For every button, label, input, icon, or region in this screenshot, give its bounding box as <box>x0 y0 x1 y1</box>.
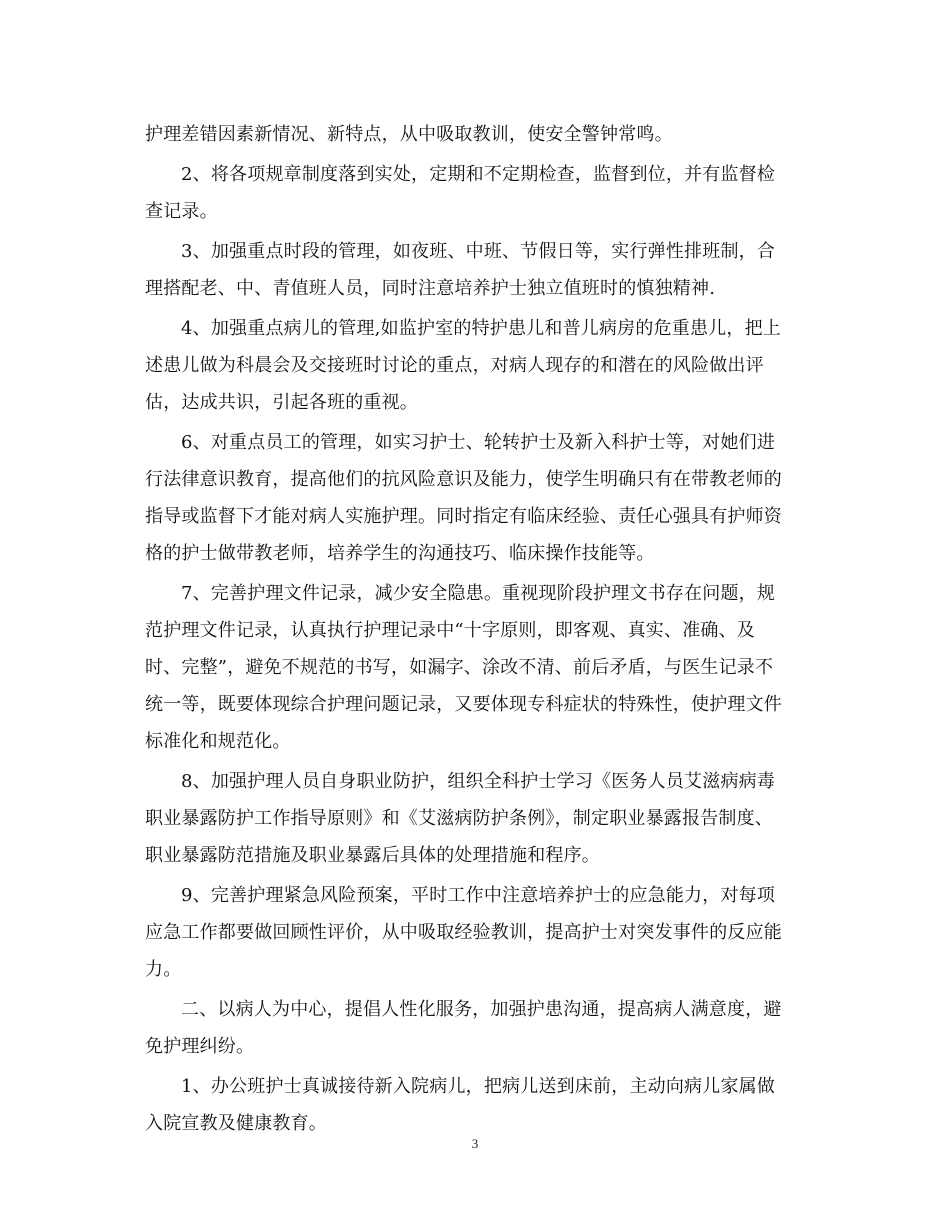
text-line: 范护理文件记录，认真执行护理记录中“十字原则，即客观、真实、准确、及 <box>145 620 755 641</box>
text-line: 免护理纠纷。 <box>145 1036 255 1057</box>
text-line: 二、以病人为中心，提倡人性化服务，加强护患沟通，提高病人满意度，避 <box>181 999 782 1020</box>
text-line: 行法律意识教育，提高他们的抗风险意识及能力，使学生明确只有在带教老师的 <box>145 469 782 490</box>
text-line: 统一等，既要体现综合护理问题记录，又要体现专科症状的特殊性，使护理文件 <box>145 694 782 715</box>
text-line: 理搭配老、中、青值班人员，同时注意培养护士独立值班时的慎独精神. <box>145 278 716 299</box>
text-line: 查记录。 <box>145 201 218 222</box>
text-line: 述患儿做为科晨会及交接班时讨论的重点，对病人现存的和潜在的风险做出评 <box>145 355 764 376</box>
text-line: 8、加强护理人员自身职业防护，组织全科护士学习《医务人员艾滋病病毒 <box>181 771 776 792</box>
text-line: 1、办公班护士真诚接待新入院病儿，把病儿送到床前，主动向病儿家属做 <box>181 1076 776 1097</box>
text-line: 护理差错因素新情况、新特点，从中吸取教训，使安全警钟常鸣。 <box>145 124 673 145</box>
text-line: 估，达成共识，引起各班的重视。 <box>145 392 418 413</box>
text-line: 3、加强重点时段的管理，如夜班、中班、节假日等，实行弹性排班制，合 <box>181 241 776 262</box>
text-line: 职业暴露防护工作指导原则》和《艾滋病防护条例》，制定职业暴露报告制度、 <box>145 808 773 829</box>
page-number: 3 <box>471 1136 479 1151</box>
text-line: 格的护士做带教老师，培养学生的沟通技巧、临床操作技能等。 <box>145 543 655 564</box>
text-line: 指导或监督下才能对病人实施护理。同时指定有临床经验、责任心强具有护师资 <box>145 506 782 527</box>
text-line: 时、完整”，避免不规范的书写，如漏字、涂改不清、前后矛盾，与医生记录不 <box>145 657 774 678</box>
text-line: 9、完善护理紧急风险预案，平时工作中注意培养护士的应急能力，对每项 <box>181 885 776 906</box>
text-line: 标准化和规范化。 <box>145 731 291 752</box>
text-line: 入院宣教及健康教育。 <box>145 1113 327 1134</box>
text-line: 2、将各项规章制度落到实处，定期和不定期检查，监督到位，并有监督检 <box>181 164 776 185</box>
text-line: 职业暴露防范措施及职业暴露后具体的处理措施和程序。 <box>145 845 600 866</box>
text-line: 4、加强重点病儿的管理,如监护室的特护患儿和普儿病房的危重患儿，把上 <box>181 318 781 339</box>
text-line: 应急工作都要做回顾性评价，从中吸取经验教训，提高护士对突发事件的反应能 <box>145 922 782 943</box>
text-line: 6、对重点员工的管理，如实习护士、轮转护士及新入科护士等，对她们进 <box>181 432 776 453</box>
text-line: 力。 <box>145 959 182 980</box>
document-body <box>145 116 805 1142</box>
text-line: 7、完善护理文件记录，减少安全隐患。重视现阶段护理文书存在问题，规 <box>181 583 776 604</box>
